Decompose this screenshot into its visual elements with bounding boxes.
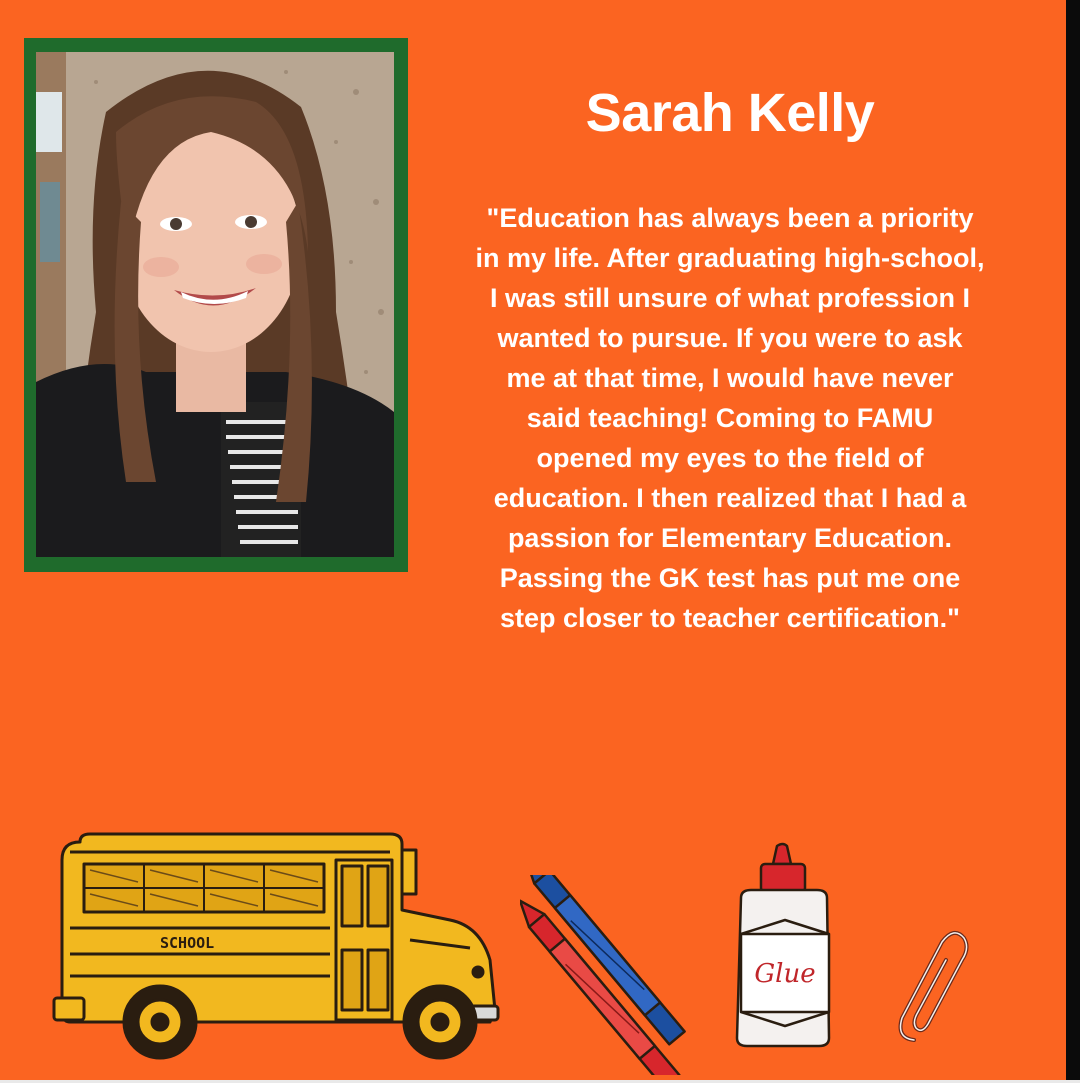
school-bus-icon bbox=[50, 830, 510, 1065]
quote-line: step closer to teacher certification." bbox=[500, 603, 960, 633]
profile-photo bbox=[36, 52, 394, 557]
bus-sign: SCHOOL bbox=[160, 934, 215, 952]
quote-line: education. I then realized that I had a bbox=[493, 483, 967, 513]
quote-line: passion for Elementary Education. bbox=[507, 523, 953, 553]
crayons-icon bbox=[520, 875, 710, 1075]
glue-label: Glue bbox=[754, 959, 816, 989]
glue-bottle-icon bbox=[725, 842, 845, 1052]
quote-line: said teaching! Coming to FAMU bbox=[526, 403, 934, 433]
person-name: Sarah Kelly bbox=[585, 83, 875, 143]
quote-line: "Education has always been a priority bbox=[486, 203, 974, 233]
quote-line: I was still unsure of what profession I bbox=[489, 283, 971, 313]
right-edge-bar bbox=[1066, 0, 1080, 1083]
paperclip-icon bbox=[890, 928, 970, 1048]
quote-line: in my life. After graduating high-school, bbox=[475, 243, 985, 273]
quote-line: wanted to pursue. If you were to ask bbox=[497, 323, 963, 353]
quote-line: opened my eyes to the field of bbox=[536, 443, 924, 473]
photo-frame bbox=[24, 38, 408, 572]
testimonial-quote bbox=[420, 198, 1040, 638]
quote-line: Passing the GK test has put me one bbox=[499, 563, 961, 593]
quote-line: me at that time, I would have never bbox=[506, 363, 954, 393]
